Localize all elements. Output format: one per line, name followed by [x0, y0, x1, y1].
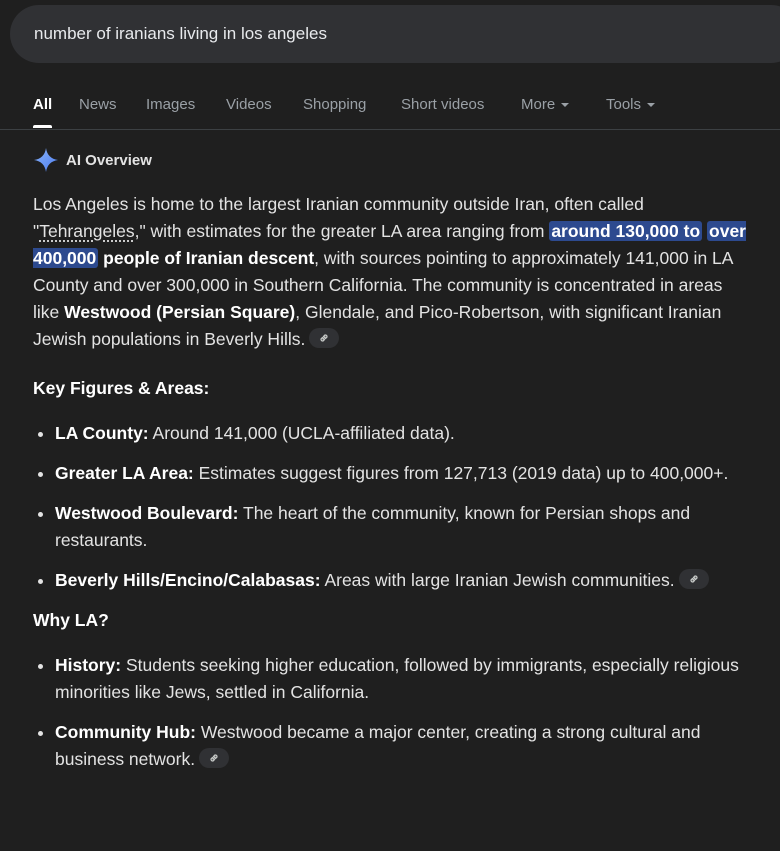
ai-overview-intro [33, 191, 753, 353]
item-label: Community Hub: [55, 722, 196, 742]
list-item [55, 652, 753, 706]
why-la-list [33, 652, 753, 773]
item-text: Estimates suggest figures from 127,713 (2019 data) up to 400,000+. [193, 463, 729, 483]
intro-text: , Glendale, and Pico-Robertson, with significant Iranian Jewish populations in Beverly Hills. [33, 302, 722, 349]
tab-shopping[interactable]: Shopping [303, 96, 367, 113]
tab-tools-label: Tools [606, 96, 642, 113]
link-icon [318, 332, 330, 344]
source-link-chip[interactable] [309, 328, 339, 348]
tab-all[interactable]: All [33, 96, 53, 113]
list-item [55, 420, 753, 447]
list-item [55, 500, 753, 554]
bold-westwood: Westwood (Persian Square) [64, 302, 296, 322]
tab-videos[interactable]: Videos [226, 96, 272, 113]
search-query[interactable]: number of iranians living in los angeles [34, 24, 327, 43]
why-la-heading: Why LA? [33, 610, 109, 630]
item-label: History: [55, 655, 122, 675]
highlighted-estimate: over 400,000 [33, 221, 746, 268]
tab-images[interactable]: Images [146, 96, 196, 113]
link-icon [208, 752, 220, 764]
list-item [55, 460, 753, 487]
item-text: Around 141,000 (UCLA-affiliated data). [148, 423, 455, 443]
source-link-chip[interactable] [199, 748, 229, 768]
sparkle-icon [33, 147, 59, 173]
list-item [55, 567, 753, 594]
intro-text: , with sources pointing to approximately 141,000 in LA County and over 300,000 in Southern California. The community is concentrated in areas like [33, 248, 733, 322]
tab-more[interactable] [521, 96, 569, 113]
item-text: Westwood became a major center, creating a strong cultural and business network. [55, 722, 701, 769]
tab-short-videos[interactable]: Short videos [401, 96, 485, 113]
item-label: Westwood Boulevard: [55, 503, 239, 523]
intro-text: ," with estimates for the greater LA area ranging from [134, 221, 550, 241]
tab-more-label: More [521, 96, 556, 113]
item-text: The heart of the community, known for Persian shops and restaurants. [55, 503, 691, 550]
search-tabs [0, 92, 780, 130]
search-bar[interactable] [10, 5, 780, 63]
item-text: Areas with large Iranian Jewish communities. [320, 570, 675, 590]
ai-overview-title: AI Overview [66, 152, 152, 169]
highlighted-estimate: around 130,000 to [551, 221, 701, 241]
key-figures-list [33, 420, 753, 594]
tab-news[interactable]: News [79, 96, 117, 113]
list-item [55, 719, 753, 773]
chevron-down-icon [561, 103, 569, 107]
bold-descent: people of Iranian descent [103, 248, 315, 268]
link-icon [688, 573, 700, 585]
item-label: LA County: [55, 423, 149, 443]
item-text: Students seeking higher education, followed by immigrants, especially religious minorities like Jews, settled in California. [55, 655, 739, 702]
key-figures-heading: Key Figures & Areas: [33, 378, 210, 398]
tab-tools[interactable] [606, 96, 655, 113]
intro-text: Los Angeles is home to the largest Iranian community outside Iran, often called " [33, 194, 644, 241]
tehrangeles-term[interactable]: Tehrangeles [39, 221, 135, 241]
ai-overview-content [33, 191, 753, 786]
item-label: Greater LA Area: [55, 463, 194, 483]
item-label: Beverly Hills/Encino/Calabasas: [55, 570, 321, 590]
chevron-down-icon [647, 103, 655, 107]
source-link-chip[interactable] [679, 569, 709, 589]
